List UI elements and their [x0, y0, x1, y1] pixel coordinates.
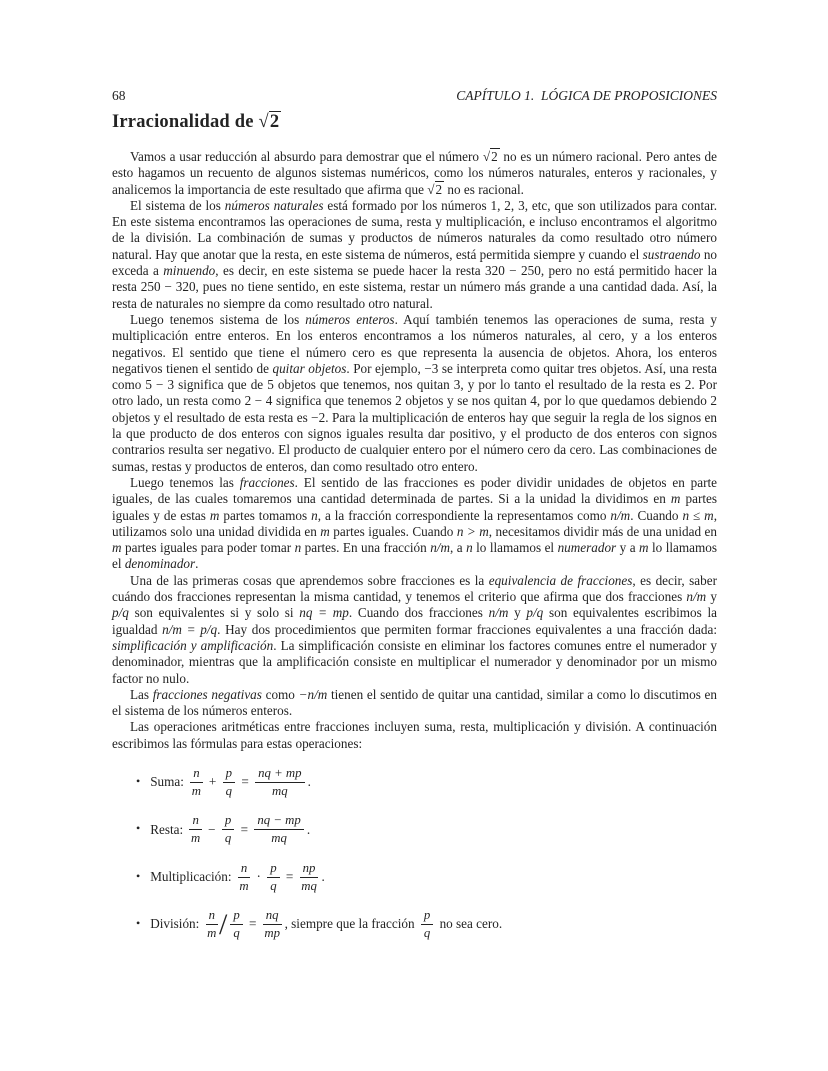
paragraph-enteros: Luego tenemos sistema de los números enteros. Aquí también tenemos las operaciones de suma, resta y multiplicación entre enteros. En los enteros encontramos a los números naturales, al cero, y a los enteros negativos. El sentido que tiene el número cero es que representa la ausencia de objetos. Ahora, los enteros negativos tienen el sentido de quitar objetos. Por ejemplo, −3 se interpreta como quitar tres objetos. Así, una resta como 5 − 3 significa que de 5 objetos que tenemos, nos quitan 3, y por lo tanto el resultado de la resta es 2. Por otro lado, un resta como 2 − 4 significa que tenemos 2 objetos y se nos quitan 4, por lo que quedamos debiendo 2 objetos y el resultado de esta resta es −2. Para la multiplicación de enteros hay que seguir la regla de los signos en la que producto de dos enteros con signos iguales resulta dar positivo, y el producto de dos enteros con signos contrarios resulta ser negativo. El producto de cualquier entero por el número cero da cero. Las combinaciones de sumas, restas y productos de enteros, dan como resultado otro entero. [112, 311, 718, 474]
bullet-icon: • [136, 915, 141, 930]
fraction: $\frac{p}{q}$ [421, 908, 433, 940]
running-header [112, 88, 717, 104]
fraction: $\frac{p}{q}$ [222, 813, 234, 845]
formula-content: Resta: $\frac{n}{m}$ − $\frac{p}{q}$ = $\frac{nq - mp}{mq}$ . [150, 813, 311, 846]
fraction: $\frac{nq}{mp}$ [264, 908, 280, 940]
formula-content: Suma: $\frac{n}{m}$ + $\frac{p}{q}$ = $\frac{nq + mp}{mq}$ . [150, 765, 311, 798]
fraction: $\frac{p}{q}$ [223, 766, 235, 798]
fraction: $\frac{n}{m}$ [239, 860, 249, 893]
sqrt-symbol: √2 [427, 181, 443, 197]
page-content [112, 88, 717, 956]
bullet-icon: • [136, 821, 141, 836]
paragraph-naturales: El sistema de los números naturales está formado por los números 1, 2, 3, etc, que son utilizados para contar. En este sistema encontramos las operaciones de suma, resta y multiplicación, e incluso encontramos el algoritmo de la división. La combinación de sumas y productos de números naturales da como resultado otro número natural. Hay que anotar que la resta, en este sistema de números, está permitida siempre y cuando el sustraendo no exceda a minuendo, es decir, en este sistema se puede hacer la resta 320 − 250, pero no está permitido hacer la resta 250 − 320, pues no tiene sentido, en este sistema, restar un número más grande a una cantidad dada. Así, la resta de naturales no siempre da como resultado otro natural. [112, 197, 718, 311]
fraction: $\frac{n}{m}$ [207, 908, 217, 940]
chapter-header-title: CAPÍTULO 1. LÓGICA DE PROPOSICIONES [456, 88, 717, 103]
fraction: $\frac{nq + mp}{mq}$ [255, 766, 304, 798]
paragraph-frac-negativas: Las fracciones negativas como −n/m tienen el sentido de quitar una cantidad, similar a como lo discutimos en el sistema de los números enteros. [112, 686, 717, 719]
paragraph-intro: Vamos a usar reducción al absurdo para demostrar que el número √2 no es un número racional. Pero antes de esto hagamos un recuento de algunos sistemas numéricos, como los números naturales, enteros y racionales, y analicemos la importancia de este resultado que afirma que √2 no es racional. [112, 149, 718, 197]
paragraph-operaciones: Las operaciones aritméticas entre fracciones incluyen suma, resta, multiplicación y división. A continuación escribimos las fórmulas para estas operaciones: [112, 719, 717, 751]
bullet-icon: • [136, 773, 141, 788]
sqrt-symbol: √2 [482, 149, 498, 164]
formula-list-item [136, 813, 717, 845]
paragraph-equivalencia: Una de las primeras cosas que aprendemos sobre fracciones es la equivalencia de fracciones, es decir, saber cuándo dos fracciones representan la misma cantidad, y tenemos el criterio que afirma que dos fracciones n/m y p/q son equivalentes si y solo si nq = mp. Cuando dos fracciones n/m y p/q son equivalentes escribimos la igualdad n/m = p/q. Hay dos procedimientos que permiten formar fracciones equivalentes a una fracción dada: simplificación y amplificación. La simplificación consiste en eliminar los factores comunes entre el numerador y denominador, mientras que la amplificación consiste en multiplicar el numerador y denominador por un mismo factor no nulo. [112, 572, 718, 686]
fraction: $\frac{n}{m}$ [191, 765, 202, 798]
section-title: Irracionalidad de √2 [112, 112, 280, 132]
formula-list-item [136, 861, 717, 893]
fraction: $\frac{np}{mq}$ [301, 860, 317, 893]
formula-content: División: $\frac{n}{m}$ / $\frac{p}{q}$ = $\frac{nq}{mp}$ , siempre que la fracción $\frac{p}{q}$ no sea cero. [150, 908, 503, 942]
fraction: $\frac{p}{q}$ [230, 908, 242, 940]
body-text [112, 149, 717, 752]
bullet-icon: • [136, 868, 141, 883]
fraction: $\frac{nq - mp}{mq}$ [254, 813, 303, 845]
formula-list-item [136, 766, 717, 798]
page-number: 68 [112, 88, 126, 103]
fraction: $\frac{p}{q}$ [267, 861, 279, 893]
formula-list [112, 766, 717, 941]
formula-list-item [136, 908, 717, 940]
fraction: $\frac{n}{m}$ [191, 813, 201, 846]
formula-content: Multiplicación: $\frac{n}{m}$ · $\frac{p}{q}$ = $\frac{np}{mq}$ . [150, 860, 325, 893]
paragraph-fracciones: Luego tenemos las fracciones. El sentido de las fracciones es poder dividir unidades de objetos en parte iguales, de las cuales tomaremos una cantidad determinada de partes. Si a la unidad la dividimos en m partes iguales y de estas m partes tomamos n, a la fracción correspondiente la representamos como n/m. Cuando n ≤ m, utilizamos solo una unidad dividida en m partes iguales. Cuando n > m, necesitamos dividir más de una unidad en m partes iguales para poder tomar n partes. En una fracción n/m, a n lo llamamos el numerador y a m lo llamamos el denominador. [112, 474, 718, 572]
sqrt-symbol: √2 [258, 112, 280, 132]
